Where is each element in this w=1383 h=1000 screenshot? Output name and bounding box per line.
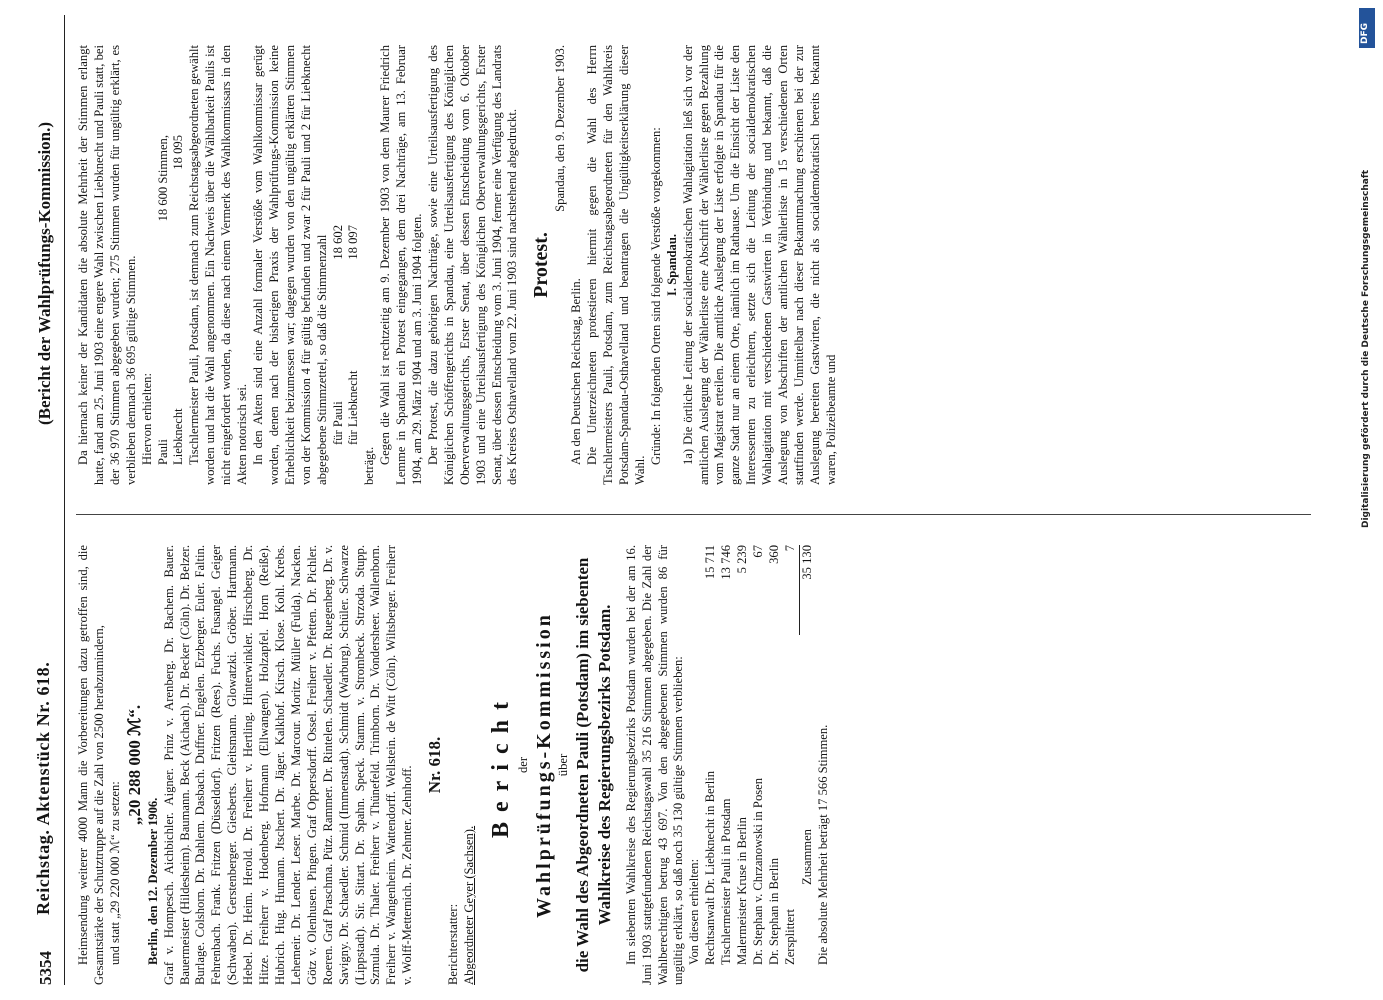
right-column bbox=[76, 45, 1316, 485]
vote-row: Malermeister Kruse in Berlin 5 239 bbox=[735, 545, 750, 965]
vote-table bbox=[703, 545, 815, 985]
report-der: der bbox=[515, 756, 530, 774]
paragraph: Hiervon erhielten: bbox=[139, 373, 154, 465]
paragraph: Der Protest, die dazu gehörigen Nachträge, sowie eine Urteilsausfertigung des Königlichen Schöffengerichts in Spandau, eine Urteilsausfertigung des Königlichen Oberverwaltungsgerichts, Erster Senat, über dessen Entscheidung vom 6. Oktober 1903 und eine Urteilsausfertigung des Königlichen Oberverwaltungsgerichts, Erster Senat, über dessen Entscheidung vom 3. Juni 1904, ferner eine Verfügung des Landrats des Kreises Osthavelland vom 22. Juni 1903 sind nachstehend abgedruckt. bbox=[425, 45, 520, 485]
vote-row: Rechtsanwalt Dr. Liebknecht in Berlin 15 711 bbox=[703, 545, 718, 965]
paragraph: Heimsendung weiterer 4000 Mann die Vorbereitungen dazu getroffen sind, die Gesamtstärke der Schutztruppe auf die Zahl von 2500 herabzumindern, bbox=[76, 545, 106, 985]
paragraph: In den Akten sind eine Anzahl formaler Verstöße vom Wahlkommissar gerügt worden, denen nach der bisherigen Praxis der Wahlprüfungs-Kommission keine Erheblichkeit beizumessen war; dagegen wurden von den ungültig erklärten Stimmen von der Kommission 4 für gültig befunden und zwar 2 für Pauli und 2 für Liebknecht abgegebene Stimmzettel, so daß die Stimmenzahl bbox=[250, 45, 329, 485]
paragraph: Die absolute Mehrheit beträgt 17 566 Stimmen. bbox=[815, 724, 830, 965]
report-heading: Bericht bbox=[487, 692, 514, 838]
paragraph: Gründe: In folgenden Orten sind folgende Verstöße vorgekommen: bbox=[648, 127, 663, 465]
vote-row: Liebknecht 18 095 bbox=[171, 135, 186, 465]
document-number: Nr. 618. bbox=[425, 736, 445, 794]
reporter-name: Abgeordneter Geyer (Sachsen). bbox=[462, 825, 477, 985]
vote-row: Zersplittert 7 bbox=[782, 545, 797, 965]
report-subject: die Wahl des Abgeordneten Pauli (Potsdam) im siebenten Wahlkreise des Regierungsbezirks Potsdam. bbox=[572, 557, 614, 973]
vote-row: Dr. Stephan in Berlin 360 bbox=[766, 545, 781, 965]
paragraph: Da hiernach keiner der Kandidaten die absolute Mehrheit der Stimmen erlangt hatte, fand am 25. Juni 1903 eine engere Wahl zwischen Liebknecht und Pauli statt, bei der 36 970 Stimmen abgegeben wurden; 275 Stimmen wurden für ungültig erklärt, es verblieben demnach 36 695 gültige Stimmen. bbox=[76, 45, 138, 485]
paragraph: 1a) Die örtliche Leitung der socialdemokratischen Wahlagitation ließ sich vor der amtlichen Auslegung der Wählerliste eine Abschrift der Wählerliste gegen Bezahlung vom Magistrat erteilen. Die amtliche Auslegung der Liste erfolgte in Spandau für die ganze Stadt nur an einem Orte, nämlich im Rathause. Um die Einsicht der Liste den Interessenten zu erleichtern, setzte sich die Leitung der socialdemokratischen Wahlagitation mit verschiedenen Gastwirten in Verbindung und bekannt, daß die Auslegung von Abschriften der amtlichen Wählerliste in 15 verschiedenen Orten stattfinden werde. Unmittelbar nach dieser Bekanntmachung erschienen bei der zur Auslegung bereiten Gastwirten, die nicht als socialdemokratisch bereits bekannt waren, Polizeibeamte und bbox=[680, 45, 838, 485]
rotated-document-page bbox=[30, 15, 1320, 985]
runoff-table bbox=[156, 135, 188, 485]
page-number: 5354 bbox=[36, 951, 55, 985]
corrected-table bbox=[331, 225, 363, 485]
reporter-label: Berichterstatter: bbox=[446, 903, 461, 985]
amount: „20 288 000 ℳ“. bbox=[124, 704, 144, 826]
address: An den Deutschen Reichstag, Berlin. bbox=[569, 278, 584, 465]
total-row: Zusammen 35 130 bbox=[799, 545, 814, 885]
protest-heading: Protest. bbox=[530, 232, 553, 298]
vote-row: Tischlermeister Pauli in Potsdam 13 746 bbox=[719, 545, 734, 965]
vote-row: für Liebknecht 18 097 bbox=[346, 225, 361, 445]
date-line: Berlin, den 12. Dezember 1906. bbox=[145, 797, 160, 965]
paragraph: Tischlermeister Pauli, Potsdam, ist demnach zum Reichstagsabgeordneten gewählt worden und hat die Wahl angenommen. Ein Nachweis über die Wählbarkeit Paulis ist nicht eingefordert worden, da diese nach einem Vermerk des Wahlkommissars in den Akten notorisch sei. bbox=[187, 45, 250, 485]
vote-row: für Pauli 18 602 bbox=[330, 225, 345, 445]
paragraph: Im siebenten Wahlkreise des Regierungsbezirks Potsdam wurden bei der am 16. Juni 1903 stattgefundenen Reichstagswahl 35 216 Stimmen abgegeben. Die Zahl der Wahlberechtigten betrug 43 697. Von den abgegebenen Stimmen wurden 86 für ungültig erklärt, so daß noch 35 130 gültige Stimmen verblieben: bbox=[623, 545, 686, 985]
digitization-stamp bbox=[1359, 8, 1375, 993]
paragraph: Von diesen erhielten: bbox=[687, 858, 702, 965]
signatories: Graf v. Hompesch. Aichbichler. Aigner. Prinz v. Arenberg. Dr. Bachem. Bauer. Bauermeister (Hildesheim). Baumann. Beck (Aichach). Dr. Becker (Cöln). Dr. Belzer. Burlage. Colshorn. Dr. Dahlem. Dasbach. Duffner. Engelen. Erzberger. Euler. Faltin. Fehrenbach. Frank. Fritzen (Düsseldorf). Fritzen (Rees). Fuchs. Fusangel. Geiger (Schwaben). Gerstenberger. Giesberts. Gleitsmann. Glowatzki. Gröber. Hartmann. Hebel. Dr. Heim. Herold. Dr. Freiherr v. Hertling. Hinterwinkler. Hirschberg. Dr. Hitze. Freiherr v. Hodenberg. Hofmann (Ellwangen). Holzapfel. Horn (Reiße). Hubrich. Hug. Humann. Jtschert. Dr. Jäger. Kalkhof. Kirsch. Klose. Kohl. Krebs. Lehemeir. Dr. Lender. Leser. Marbe. Dr. Marcour. Moritz. Müller (Fulda). Nacken. Götz v. Olenhusen. Pingen. Graf Oppersdorff. Ossel. Freiherr v. Pfetten. Dr. Pichler. Roeren. Graf Praschma. Pütz. Rammer. Dr. Rintelen. Schaedler. Dr. Ruegenberg. Dr. v. Savigny. Dr. Schaedler. Schmid (Immenstadt). Schmidt (Warburg). Schüler. Schwarze (Lippstadt). Sir. Sittart. Dr. Spahn. Speck. Stamm. v. Strombeck. Strzoda. Stupp. Szmula. Dr. Thaler. Freiherr v. Thünefeld. Trimborn. Dr. Vondersheer. Wallenborn. Freiherr v. Wangenheim. Wattendorff. Wellstein. de Witt (Cöln). Wiltsberger. Freiherr v. Wolff-Metternich. Dr. Zehnter. Zehnhoff. bbox=[161, 545, 415, 985]
vote-row: Pauli 18 600 Stimmen, bbox=[155, 135, 170, 465]
paragraph: Gegen die Wahl ist rechtzeitig am 9. Dezember 1903 von dem Maurer Friedrich Lemme in Spandau ein Protest eingegangen, dem drei Nachträge, am 13. Februar 1904, am 29. März 1904 und am 3. Juni 1904 folgten. bbox=[378, 45, 425, 485]
paragraph: Die Unterzeichneten protestieren hiermit gegen die Wahl des Herrn Tischlermeisters Pauli, Potsdam, zum Reichstagsabgeordneten für den Wahlkreis Potsdam-Spandau-Osthavelland und beantragen die Ungültigkeitserklärung dieser Wahl. bbox=[585, 45, 647, 485]
page-title: Reichstag. Aktenstück Nr. 618. bbox=[33, 661, 53, 915]
dfg-logo: DFG bbox=[1359, 8, 1375, 48]
digitization-note: Digitalisierung gefördert durch die Deutsche Forschungsgemeinschaft bbox=[1361, 169, 1371, 528]
column-divider bbox=[76, 514, 1311, 515]
paragraph: beträgt. bbox=[362, 446, 377, 485]
page-subtitle: (Bericht der Wahlprüfungs-Kommission.) bbox=[35, 121, 54, 425]
page-header bbox=[30, 15, 65, 985]
place-date: Spandau, den 9. Dezember 1903. bbox=[553, 45, 568, 212]
paragraph: und statt „29 220 000 ℳ“ zu setzen: bbox=[107, 781, 122, 965]
report-ueber: über bbox=[555, 753, 570, 777]
left-column bbox=[76, 545, 1316, 985]
section-heading: I. Spandau. bbox=[664, 234, 679, 296]
commission-name: Wahlprüfungs-Kommission bbox=[532, 612, 555, 918]
vote-row: Dr. Stephan v. Chrzanowski in Posen 67 bbox=[751, 545, 765, 965]
